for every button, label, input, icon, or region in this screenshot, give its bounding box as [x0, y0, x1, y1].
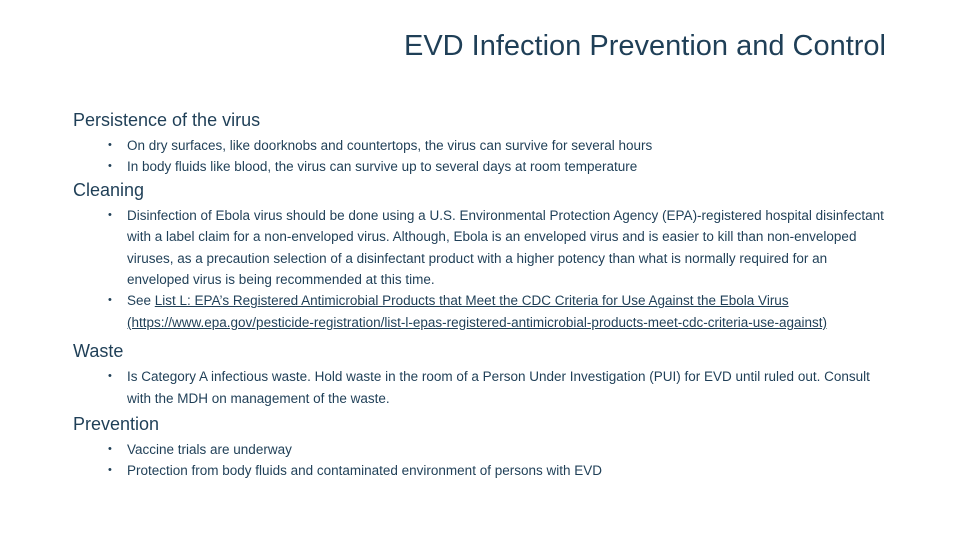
epa-list-l-link[interactable]: List L: EPA’s Registered Antimicrobial Products that Meet the CDC Criteria for Use Against the Ebola Virus (https://www.epa.gov/pesticide-registration/list-l-epas-registered-antimicrobial-products-meet-cdc-criteria-use-against): [127, 293, 828, 330]
section-waste: [73, 339, 893, 409]
bullet-text: Protection from body fluids and contaminated environment of persons with EVD: [127, 463, 602, 479]
bullet-icon: •: [108, 370, 112, 383]
bullet-list-waste: [73, 366, 893, 409]
section-heading-prevention: Prevention: [73, 414, 160, 435]
section-heading-waste: Waste: [73, 341, 124, 362]
bullet-text: On dry surfaces, like doorknobs and countertops, the virus can survive for several hours: [127, 138, 653, 153]
bullet-text: Is Category A infectious waste. Hold waste in the room of a Person Under Investigation (PUI) for EVD until ruled out. Consult with the MDH on management of the waste.: [127, 369, 870, 406]
list-item: [107, 135, 893, 156]
section-heading-cleaning: Cleaning: [73, 179, 145, 200]
list-item: [107, 156, 893, 177]
bullet-icon: •: [108, 139, 112, 151]
bullet-icon: •: [108, 208, 112, 221]
list-item: [107, 439, 893, 460]
slide-content: [73, 108, 893, 482]
bullet-text: In body fluids like blood, the virus can survive up to several days at room temperature: [127, 159, 638, 175]
section-cleaning: [73, 178, 893, 333]
list-item: [107, 460, 893, 481]
bullet-list-prevention: [73, 439, 893, 482]
bullet-list-persistence: [73, 135, 893, 178]
bullet-icon: •: [108, 464, 112, 477]
list-item: [107, 290, 893, 333]
section-persistence: [73, 108, 893, 178]
list-item: [107, 205, 893, 291]
bullet-icon: •: [108, 443, 112, 456]
bullet-prefix: See: [127, 293, 155, 309]
bullet-icon: •: [108, 160, 112, 173]
bullet-text: Disinfection of Ebola virus should be done using a U.S. Environmental Protection Agency (EPA)-registered hospital disinfectant with a label claim for a non-enveloped virus. Although, Ebola is an enveloped virus and is easier to kill than non-enveloped viruses, as a precaution selection of a disinfectant product with a higher potency than what is normally required for an enveloped virus is being recommended at this time.: [127, 207, 884, 288]
list-item: [107, 366, 893, 409]
slide-title: EVD Infection Prevention and Control: [404, 30, 886, 62]
section-prevention: [73, 412, 893, 482]
bullet-list-cleaning: [73, 205, 893, 333]
bullet-icon: •: [108, 294, 112, 307]
bullet-text: Vaccine trials are underway: [127, 442, 292, 458]
section-heading-persistence: Persistence of the virus: [73, 110, 261, 130]
